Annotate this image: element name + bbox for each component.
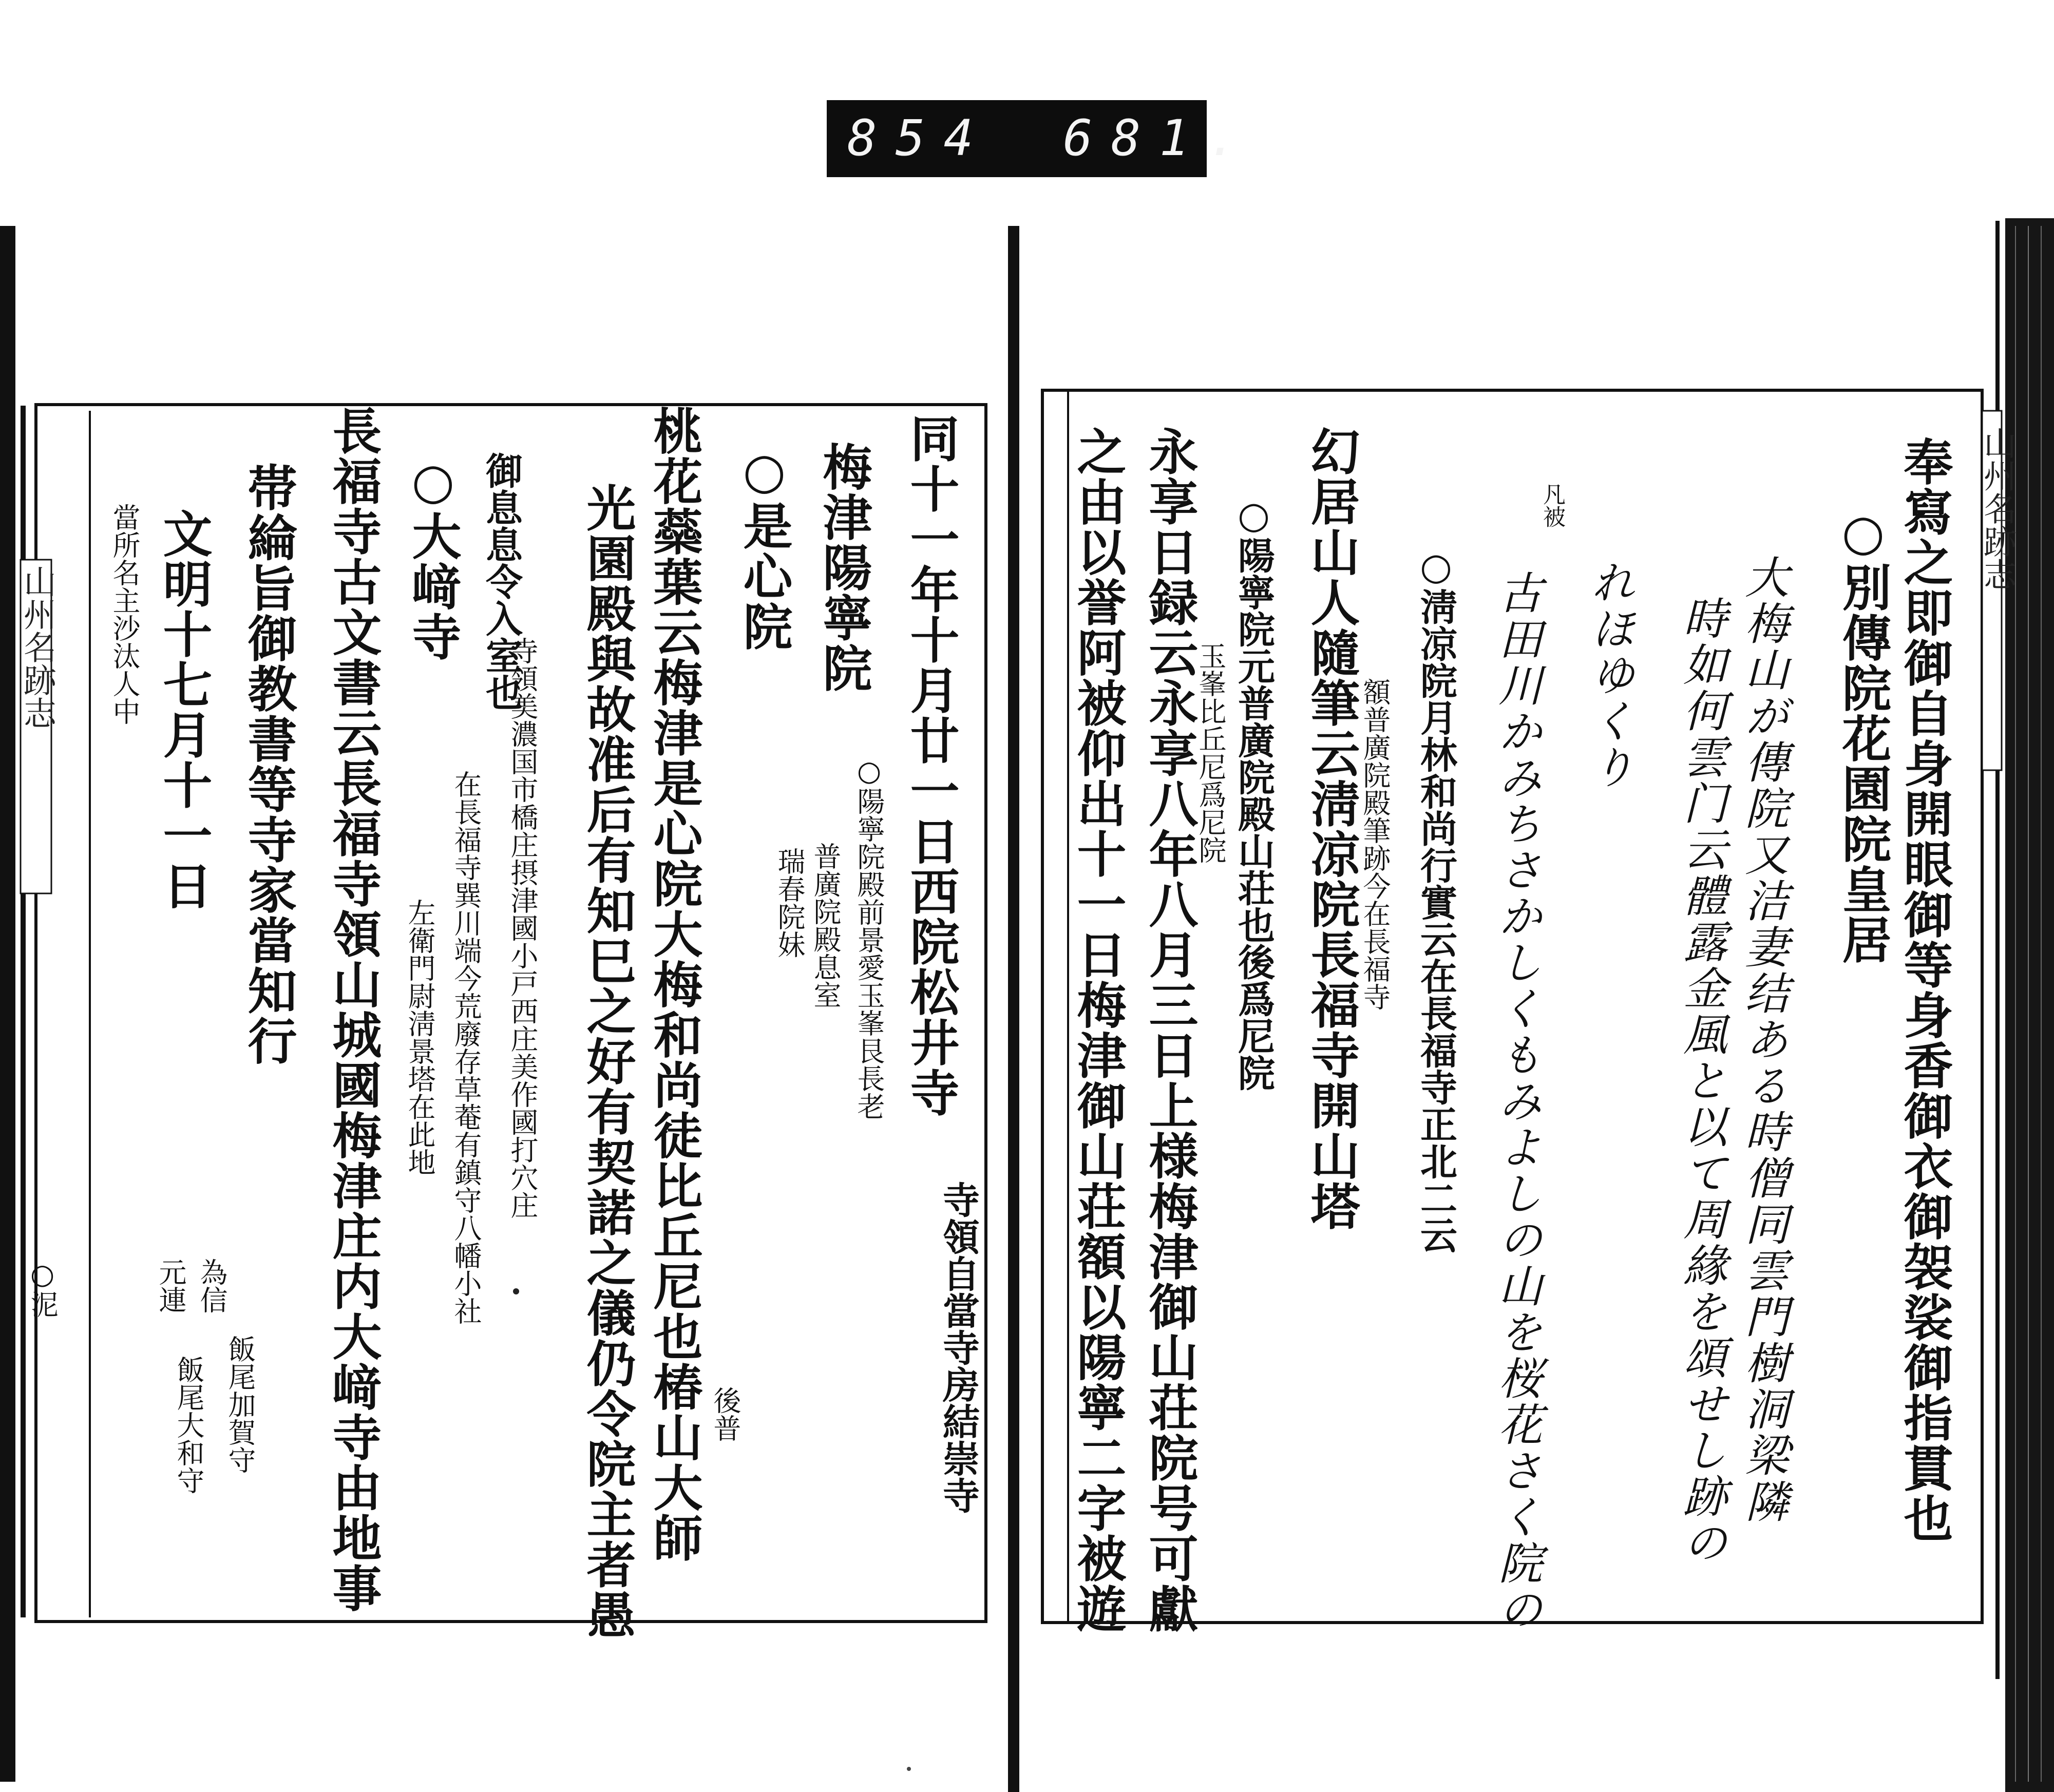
left-col-19: 當所名主沙汰人中 [108, 503, 141, 725]
left-spine-title: 山州名跡志 [18, 565, 56, 729]
left-col-8: 桃花蘂葉云梅津是心院大梅和尚徒比丘尼也椿山大師 [645, 406, 703, 1563]
left-col-22: 元連 [155, 1258, 187, 1313]
left-col-12: 寺領美濃国市橋庄摂津國小戸西庄美作國打穴庄 [506, 637, 539, 1219]
center-gutter [1008, 226, 1019, 1792]
right-col-4: 時如何雲门云體露金風と以て周緣を頌せし跡の [1676, 596, 1727, 1566]
left-col-11: 御息息令入室也 [480, 452, 523, 711]
left-col-4: ○陽寧院殿前景愛玉峯艮長老 [853, 755, 885, 1120]
right-col-6: 凡被 [1539, 483, 1565, 528]
right-col-11: ○陽寧院元普廣院殿山荘也後爲尼院 [1232, 493, 1276, 1091]
left-book-edge [0, 226, 15, 1782]
right-col-13: 永享日録云永享八年八月三日上様梅津御山荘院号可獻 [1141, 426, 1199, 1634]
right-col-7: 古田川かみちさかしくもみよしの山を桜花さく院の [1491, 570, 1542, 1633]
right-spine-title: 山州名跡志 [1978, 426, 2016, 590]
left-col-13: ○大﨑寺 [404, 452, 462, 662]
left-col-6: 瑞春院妹 [773, 847, 806, 958]
left-col-23: 飯尾大和守 [173, 1356, 205, 1494]
left-col-15: 左衛門尉淸景塔在此地 [404, 899, 436, 1176]
right-col-8: ○淸凉院月林和尚行實云在長福寺正北二云 [1414, 544, 1458, 1253]
left-col-16: 長福寺古文書云長福寺領山城國梅津庄内大﨑寺由地事 [325, 406, 383, 1613]
right-col-1: 奉寫之即御自身開眼御等身香御衣御袈裟御指貫也 [1896, 436, 1954, 1543]
catalog-number-right: 681. [1063, 109, 1256, 167]
left-col-3: 梅津陽寧院 [815, 442, 873, 693]
catalog-number-left: 854 [847, 109, 992, 167]
left-col-14: 在長福寺巽川端今荒廢存草菴有鎮守八幡小社 [450, 770, 482, 1325]
right-col-10: 幻居山人隨筆云淸凉院長福寺開山塔 [1303, 426, 1361, 1231]
left-col-1: 同十一年十月廿一日西院松井寺 [902, 413, 960, 1118]
right-col-5: れほゆくり [1583, 560, 1634, 791]
left-col-10: 光園殿與故准后有知巳之好有契諾之儀仍令院主者愚 [579, 483, 637, 1640]
left-col-20: 為信 [196, 1258, 228, 1313]
right-col-14: 之由以誉阿被仰出十一日梅津御山荘額以陽寧二字被遊 [1069, 426, 1127, 1634]
left-col-21: 飯尾加賀守 [224, 1335, 256, 1474]
left-col-7: ○是心院 [735, 442, 793, 652]
catalog-label [827, 100, 1256, 177]
left-col-2: 寺領自當寺房結崇寺 [937, 1181, 980, 1514]
right-col-12: 玉峯比丘尼爲尼院 [1194, 642, 1227, 864]
right-col-2: ○別傳院花園院皇居 [1834, 503, 1892, 965]
left-spine-mark: ○泥 [26, 1258, 59, 1318]
left-col-18: 文明十七月十一日 [155, 508, 213, 911]
right-col-9: 額普廣院殿筆跡今在長福寺 [1359, 678, 1391, 1011]
right-col-3: 大梅山が傳院又洁妻结ある時僧同雲門樹洞梁隣 [1737, 555, 1789, 1525]
left-col-17: 帯綸旨御教書等寺家當知行 [240, 462, 298, 1066]
left-col-9: 後普 [709, 1386, 741, 1442]
left-col-5: 普廣院殿息室 [809, 842, 842, 1008]
